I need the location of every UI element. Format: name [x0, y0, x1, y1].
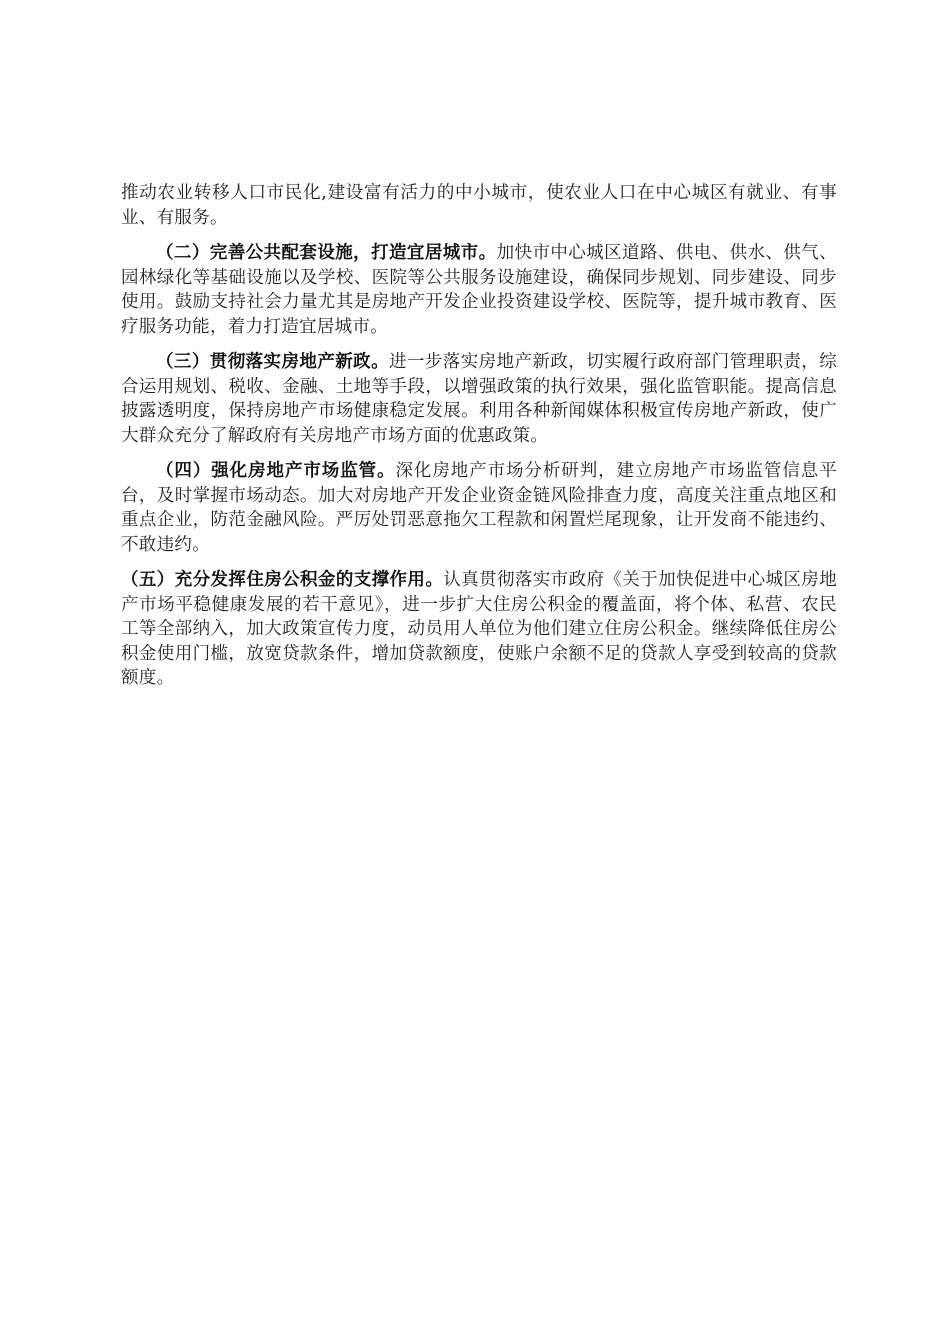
paragraph-body: 加快市中心城区道路、供电、供水、供气、园林绿化等基础设施以及学校、医院等公共服务设施建设，确保同步规划、同步建设、同步使用。鼓励支持社会力量尤其是房地产开发企业投资建设学校、医院等，提升城市教育、医疗服务功能，着力打造宜居城市。	[121, 243, 837, 337]
paragraph-heading: （二）完善公共配套设施，打造宜居城市。	[156, 243, 497, 263]
paragraph-real-estate-policy	[121, 350, 837, 448]
paragraph-public-facilities	[121, 241, 837, 339]
paragraph-market-supervision	[121, 459, 837, 557]
paragraph-continuation	[121, 181, 837, 230]
paragraph-body: 认真贯彻落实市政府《关于加快促进中心城区房地产市场平稳健康发展的若干意见》，进一步扩大住房公积金的覆盖面，将个体、私营、农民工等全部纳入，加大政策宣传力度，动员用人单位为他们建立住房公积金。继续降低住房公积金使用门槛，放宽贷款条件，增加贷款额度，使账户余额不足的贷款人享受到较高的贷款额度。	[121, 570, 837, 688]
paragraph-heading: （四）强化房地产市场监管。	[156, 461, 396, 481]
paragraph-body: 进一步落实房地产新政，切实履行政府部门管理职责，综合运用规划、税收、金融、土地等手段，以增强政策的执行效果，强化监管职能。提高信息披露透明度，保持房地产市场健康稳定发展。利用各种新闻媒体积极宣传房地产新政，使广大群众充分了解政府有关房地产市场方面的优惠政策。	[121, 352, 837, 446]
paragraph-body: 深化房地产市场分析研判，建立房地产市场监管信息平台，及时掌握市场动态。加大对房地产开发企业资金链风险排查力度，高度关注重点地区和重点企业，防范金融风险。严厉处罚恶意拖欠工程款和闲置烂尾现象，让开发商不能违约、不敢违约。	[121, 461, 837, 555]
paragraph-housing-fund	[121, 568, 837, 691]
paragraph-body: 推动农业转移人口市民化,建设富有活力的中小城市，使农业人口在中心城区有就业、有事业、有服务。	[121, 183, 837, 228]
paragraph-heading: （五）充分发挥住房公积金的支撑作用。	[121, 570, 444, 590]
document-page	[121, 181, 837, 702]
paragraph-heading: （三）贯彻落实房地产新政。	[156, 352, 390, 372]
